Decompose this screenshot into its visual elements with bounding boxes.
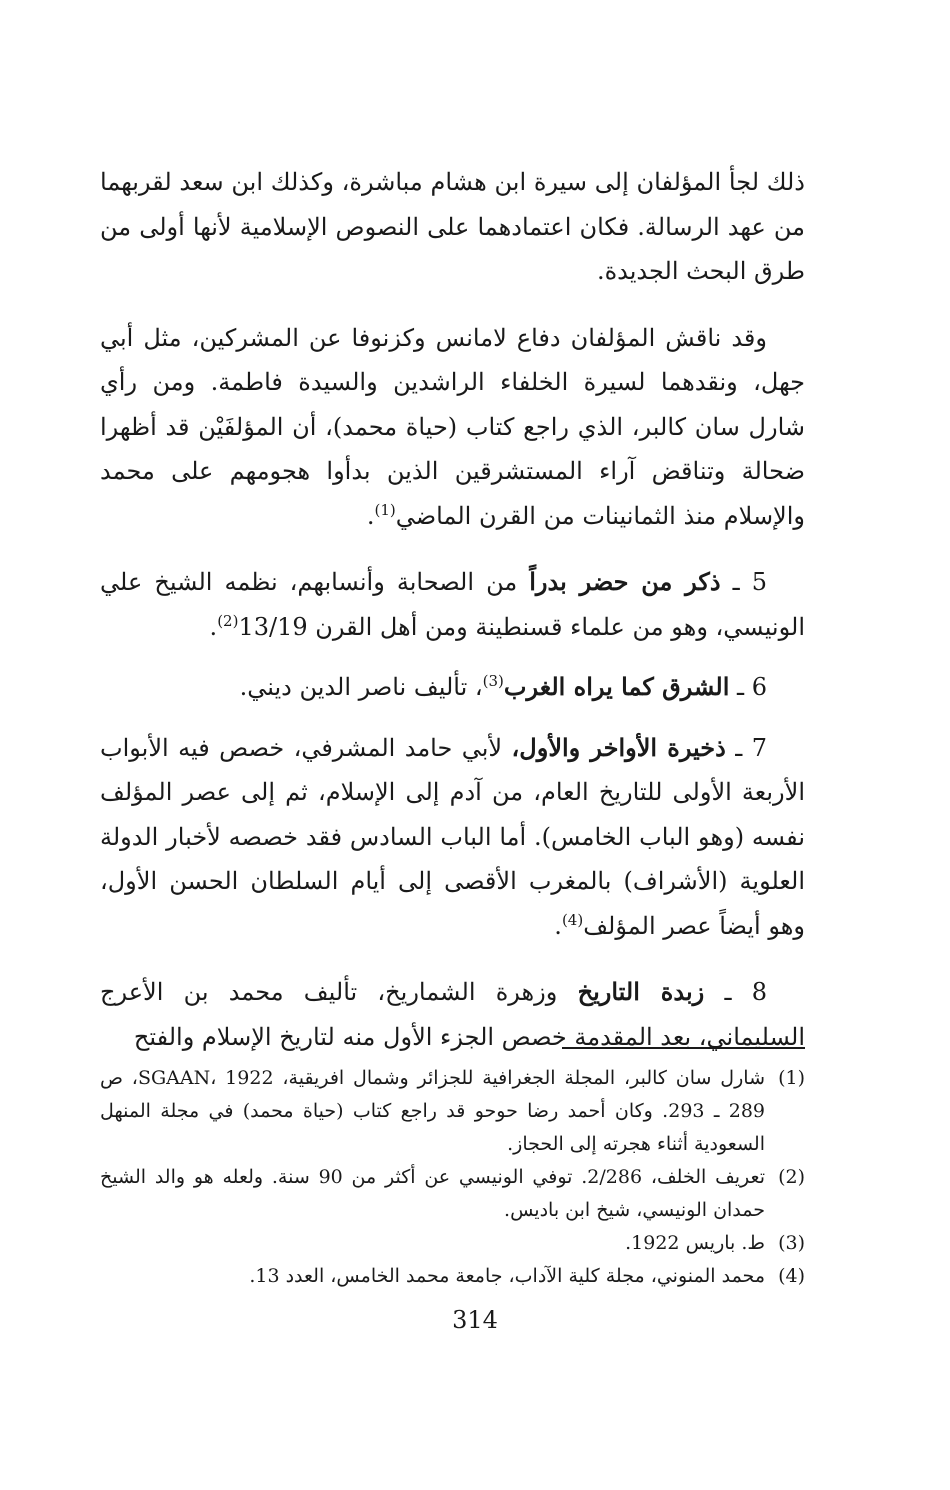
footnote-text: شارل سان كالبر، المجلة الجغرافية للجزائر وشمال افريقية، SGAAN، 1922، ص 289 ـ 293. وكان أحمد رضا حوحو قد راجع كتاب (حياة محمد) في مجلة المنهل السعودية أثناء هجرته إلى الحجاز. bbox=[100, 1067, 765, 1155]
footnote-number: (4) bbox=[778, 1265, 805, 1287]
item-text: وزهرة الشماريخ، تأليف محمد بن الأعرج السليماني، بعد المقدمة خصص الجزء الأول منه لتاريخ الإسلام والفتح bbox=[100, 978, 805, 1051]
footnote-text: ط. باريس 1922. bbox=[625, 1232, 765, 1254]
footnote-ref: (4) bbox=[561, 910, 584, 929]
paragraph: وقد ناقش المؤلفان دفاع لامانس وكزنوفا عن المشركين، مثل أبي جهل، ونقدهما لسيرة الخلفاء الراشدين والسيدة فاطمة. ومن رأي شارل سان كالبر، الذي راجع كتاب (حياة محمد)، أن المؤلفَيْن قد أظهرا ضحالة وتناقض آراء المستشرقين الذين بدأوا هجومهم على محمد والإسلام منذ الثمانينات من القرن الماضي$^{(1)}$. bbox=[100, 323, 805, 530]
list-item-7: 7 ـ ذخيرة الأواخر والأول، لأبي حامد المشرفي، خصص فيه الأبواب الأربعة الأولى للتاريخ العام، من آدم إلى الإسلام، ثم إلى عصر المؤلف نفسه (وهو الباب الخامس). أما الباب السادس فقد خصصه لأخبار الدولة العلوية (الأشراف) بالمغرب الأقصى إلى أيام السلطان الحسن الأول، وهو أيضاً عصر المؤلف$^{(4)}$. bbox=[100, 732, 805, 940]
footnote-ref: (2) bbox=[217, 611, 239, 630]
item-text: لأبي حامد المشرفي، خصص فيه الأبواب الأربعة الأولى للتاريخ العام، من آدم إلى الإسلام، ثم إلى عصر المؤلف نفسه (وهو الباب الخامس). أما الباب السادس فقد خصصه لأخبار الدولة العلوية (الأشراف) بالمغرب الأقصى إلى أيام السلطان الحسن الأول، وهو أيضاً عصر المؤلف bbox=[100, 733, 805, 940]
page-number: 314 bbox=[452, 1306, 498, 1334]
footnote bbox=[100, 1062, 805, 1161]
footnote-number: (3) bbox=[778, 1232, 805, 1254]
item-text: من الصحابة وأنسابهم، نظمه الشيخ علي الونيسي، وهو من علماء قسنطينة ومن أهل القرن 13/19 bbox=[100, 568, 805, 641]
footnote bbox=[100, 1260, 805, 1293]
footnote-ref: (3) bbox=[482, 672, 504, 690]
footnote-text: تعريف الخلف، 2/286. توفي الونيسي عن أكثر من 90 سنة. ولعله هو والد الشيخ حمدان الونيسي، شيخ ابن باديس. bbox=[100, 1166, 765, 1221]
footnote-separator bbox=[562, 1047, 805, 1049]
footnote bbox=[100, 1161, 805, 1227]
item-number: 7 ـ bbox=[735, 733, 767, 762]
list-item-6 bbox=[100, 665, 805, 710]
list-item-8 bbox=[100, 970, 805, 1059]
footnote-ref: (1) bbox=[374, 500, 396, 519]
item-title: الشرق كما يراه الغرب bbox=[503, 672, 730, 701]
item-number: 5 ـ bbox=[732, 568, 767, 596]
footnote-text: محمد المنوني، مجلة كلية الآداب، جامعة محمد الخامس، العدد 13. bbox=[249, 1265, 765, 1287]
item-number: 6 ـ bbox=[737, 673, 767, 701]
item-title: ذكر من حضر بدراً bbox=[529, 567, 721, 596]
item-title: ذخيرة الأواخر والأول، bbox=[511, 732, 726, 762]
footnote-number: (1) bbox=[778, 1067, 805, 1089]
paragraph bbox=[100, 160, 805, 294]
item-title: زبدة التاريخ bbox=[577, 977, 705, 1006]
footnote-number: (2) bbox=[778, 1166, 805, 1188]
paragraph-text: وقد ناقش المؤلفان دفاع لامانس وكزنوفا عن المشركين، مثل أبي جهل، ونقدهما لسيرة الخلفاء الراشدين والسيدة فاطمة. ومن رأي شارل سان كالبر، الذي راجع كتاب (حياة محمد)، أن المؤلفَيْن قد أظهرا ضحالة وتناقض آراء المستشرقين الذين بدأوا هجومهم على محمد والإسلام منذ الثمانينات من القرن الماضي bbox=[100, 323, 805, 530]
footnote bbox=[100, 1227, 805, 1260]
item-number: 8 ـ bbox=[724, 978, 768, 1006]
item-text: ، تأليف ناصر الدين ديني. bbox=[239, 673, 483, 701]
footnotes bbox=[100, 1062, 805, 1293]
list-item-5: 5 ـ ذكر من حضر بدراً من الصحابة وأنسابهم، نظمه الشيخ علي الونيسي، وهو من علماء قسنطينة ومن أهل القرن 13/19$^{(2)}$. bbox=[100, 567, 805, 641]
paragraph-text: ذلك لجأ المؤلفان إلى سيرة ابن هشام مباشرة، وكذلك ابن سعد لقربهما من عهد الرسالة. فكان اعتمادهما على النصوص الإسلامية لأنها أولى من طرق البحث الجديدة. bbox=[100, 168, 805, 285]
body-text bbox=[100, 160, 805, 1059]
